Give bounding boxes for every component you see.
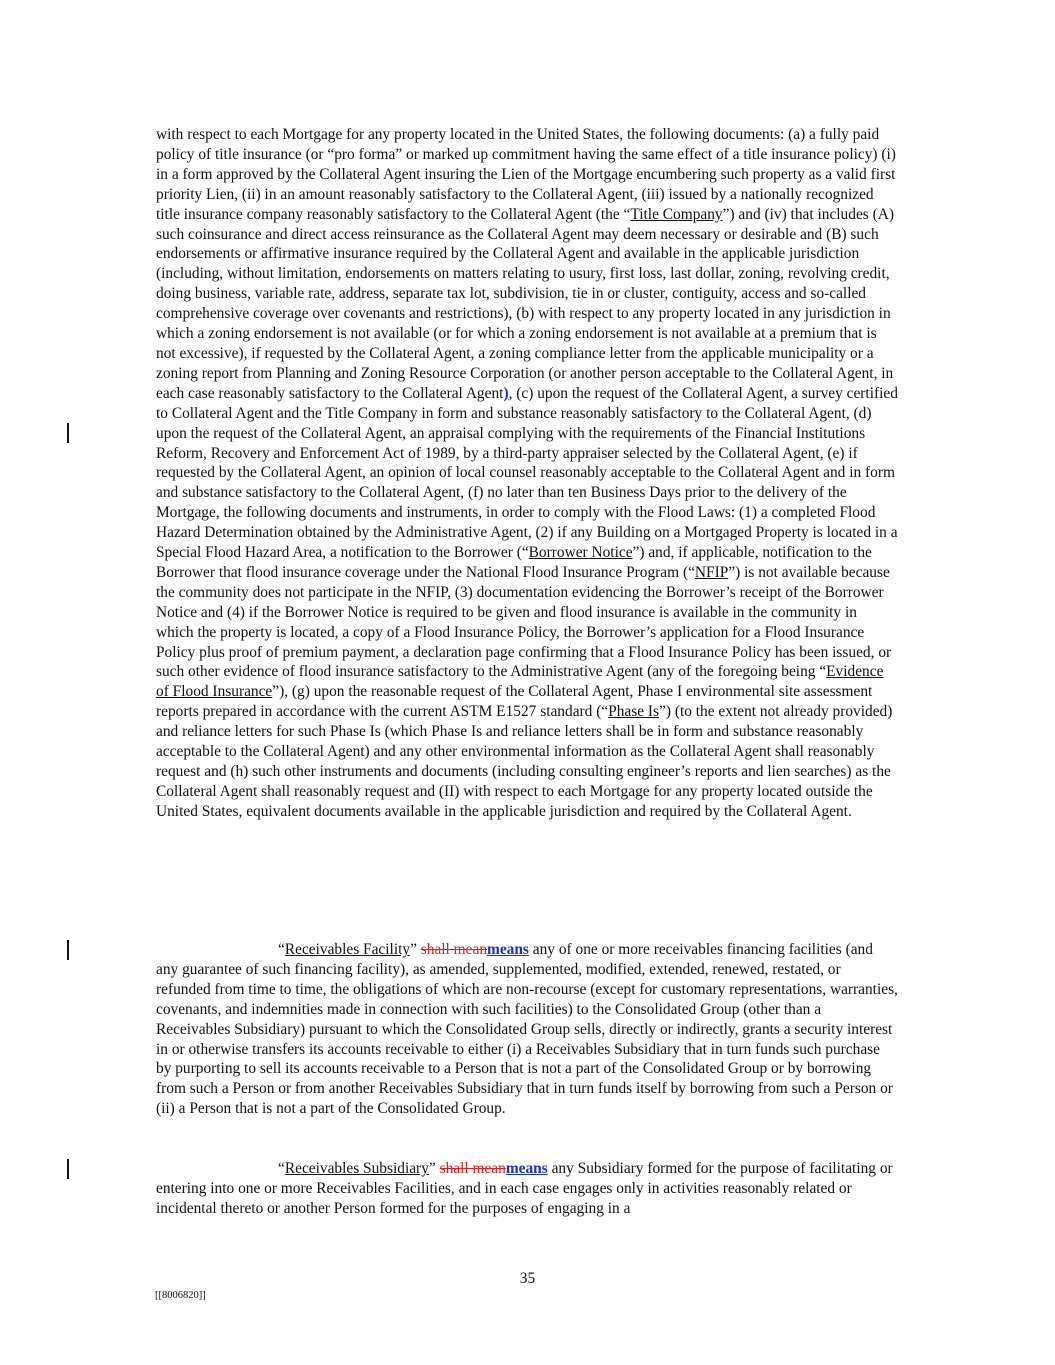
defined-term-nfip: NFIP [694,563,729,581]
defined-term-evidence-of-flood-insurance: Evidence of Flood Insurance [156,663,884,701]
paragraph-title-insurance: with respect to each Mortgage for any property located in the United States, the following documents: (a) a fully paid policy of title insurance (or “pro forma” or marked up commitment having the same effect of a title insurance policy) (i) in a form approved by the Collateral Agent insuring the Lien of the Mortgage encumbering such property as a valid first priority Lien, (ii) in an amount reasonably satisfactory to the Collateral Agent, (iii) issued by a nationally recognized title insurance company reasonably satisfactory to the Collateral Agent (the “Title Company”) and (iv) that includes (A) such coinsurance and direct access reinsurance as the Collateral Agent may deem necessary or desirable and (B) such endorsements or affirmative insurance required by the Collateral Agent and available in the applicable jurisdiction (including, without limitation, endorsements on matters relating to usury, first loss, last dollar, zoning, revolving credit, doing business, variable rate, address, separate tax lot, subdivision, tie in or cluster, contiguity, access and so-called comprehensive coverage over covenants and restrictions), (b) with respect to any property located in any jurisdiction in which a zoning endorsement is not available (or for which a zoning endorsement is not available at a premium that is not excessive), if requested by the Collateral Agent, a zoning compliance letter from the applicable municipality or a zoning report from Planning and Zoning Resource Corporation (or another person acceptable to the Collateral Agent, in each case reasonably satisfactory to the Collateral Agent), (c) upon the request of the Collateral Agent, a survey certified to Collateral Agent and the Title Company in form and substance reasonably satisfactory to the Collateral Agent, (d) upon the request of the Collateral Agent, an appraisal complying with the requirements of the Financial Institutions Reform, Recovery and Enforcement Act of 1989, by a third-party appraiser selected by the Collateral Agent, (e) if requested by the Collateral Agent, an opinion of local counsel reasonably acceptable to the Collateral Agent and in form and substance satisfactory to the Collateral Agent, (f) no later than ten Business Days prior to the delivery of the Mortgage, the following documents and instruments, in order to comply with the Flood Laws: (1) a completed Flood Hazard Determination obtained by the Administrative Agent, (2) if any Building on a Mortgaged Property is located in a Special Flood Hazard Area, a notification to the Borrower (“Borrower Notice”) and, if applicable, notification to the Borrower that flood insurance coverage under the National Flood Insurance Program (“NFIP”) is not available because the community does not participate in the NFIP, (3) documentation evidencing the Borrower’s receipt of the Borrower Notice and (4) if the Borrower Notice is required to be given and flood insurance is available in the community in which the property is located, a copy of a Flood Insurance Policy, the Borrower’s application for a Flood Insurance Policy plus proof of premium payment, a declaration page confirming that a Flood Insurance Policy has been issued, or such other evidence of flood insurance satisfactory to the Administrative Agent (any of the foregoing being “Evidence of Flood Insurance”), (g) upon the reasonable request of the Collateral Agent, Phase I environmental site assessment reports prepared in accordance with the current ASTM E1527 standard (“Phase Is”) (to the extent not already provided) and reliance letters for such Phase Is (which Phase Is and reliance letters shall be in form and substance reasonably acceptable to the Collateral Agent) and any other environmental information as the Collateral Agent shall reasonably request and (h) such other instruments and documents (including consulting engineer’s reports and lien searches) as the Collateral Agent shall reasonably request and (II) with respect to each Mortgage for any property located outside the United States, equivalent documents available in the applicable jurisdiction and required by the Collateral Agent. [156,126,898,820]
defined-term-receivables-subsidiary: Receivables Subsidiary [284,1160,429,1177]
deleted-text: shall mean [439,1160,506,1177]
inserted-text: means [487,941,529,958]
definition-receivables-facility: “Receivables Facility” shall meanmeans any of one or more receivables financing facilities (and any guarantee of such financing facility), as amended, supplemented, modified, extended, renewed, restated, or refunded from time to time, the obligations of which are non-recourse (except for customary representations, warranties, covenants, and indemnities made in connection with such facilities) to the Consolidated Group (other than a Receivables Subsidiary) pursuant to which the Consolidated Group sells, directly or indirectly, grants a security interest in or otherwise transfers its accounts receivable to either (i) a Receivables Subsidiary that in turn funds such purchase by purporting to sell its accounts receivable to a Person that is not a part of the Consolidated Group or by borrowing from such a Person or from another Receivables Subsidiary that in turn funds itself by borrowing from such a Person or (ii) a Person that is not a part of the Consolidated Group. [156,941,898,1118]
defined-term-title-company: Title Company [630,205,723,223]
change-bar [67,1159,69,1179]
defined-term-borrower-notice: Borrower Notice [528,544,633,562]
definition-receivables-subsidiary: “Receivables Subsidiary” shall meanmeans any Subsidiary formed for the purpose of facilitating or entering into one or more Receivables Facilities, and in each case engages only in activities reasonably related or incidental thereto or another Person formed for the purposes of engaging in a [156,1160,893,1217]
defined-term-phase-is: Phase Is [608,703,660,721]
change-bar [67,423,69,443]
inserted-text: ) [503,384,509,402]
document-id: [[8006820]] [155,1290,206,1301]
inserted-text: means [505,1160,548,1177]
deleted-text: shall mean [420,941,488,958]
defined-term-receivables-facility: Receivables Facility [284,941,411,958]
change-bar [67,940,69,960]
page-number: 35 [519,1270,536,1287]
